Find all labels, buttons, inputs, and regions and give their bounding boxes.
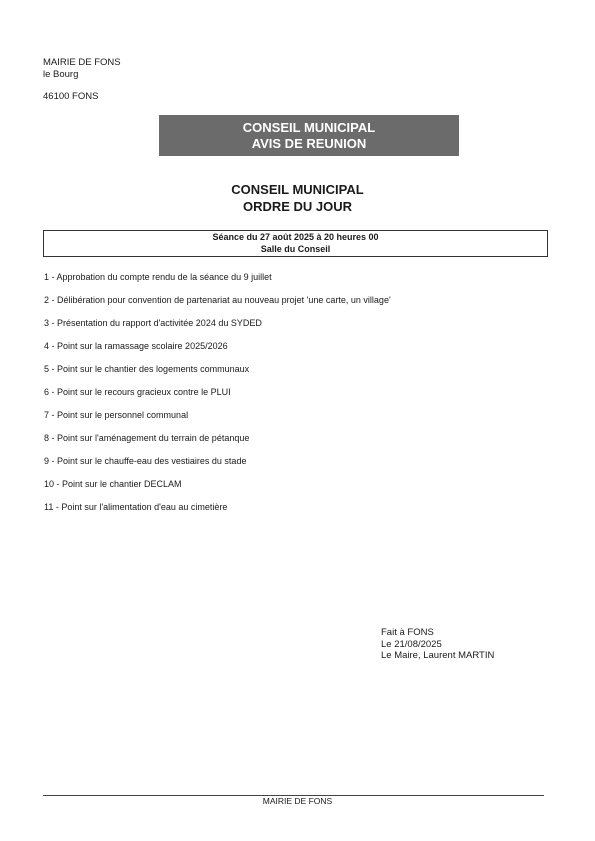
signature-place: Fait à FONS <box>381 627 434 638</box>
banner-line-2: AVIS DE REUNION <box>251 135 367 151</box>
agenda-item: 3 - Présentation du rapport d'activitée 2024 du SYDED <box>44 318 262 328</box>
agenda-item: 1 - Approbation du compte rendu de la séance du 9 juillet <box>44 272 272 282</box>
agenda-item: 9 - Point sur le chauffe-eau des vestiaires du stade <box>44 456 247 466</box>
agenda-item: 6 - Point sur le recours gracieux contre le PLUI <box>44 387 231 397</box>
agenda-item: 4 - Point sur la ramassage scolaire 2025/2026 <box>44 341 228 351</box>
agenda-item: 8 - Point sur l'aménagement du terrain de pétanque <box>44 433 250 443</box>
page-footer: MAIRIE DE FONS <box>262 796 333 806</box>
agenda-list <box>44 271 391 524</box>
agenda-title-line-1: CONSEIL MUNICIPAL <box>231 182 364 197</box>
banner-line-1: CONSEIL MUNICIPAL <box>242 119 376 135</box>
session-info-box <box>43 230 548 257</box>
signature-signer: Le Maire, Laurent MARTIN <box>381 650 495 661</box>
notice-banner <box>159 115 459 156</box>
signature-date: Le 21/08/2025 <box>381 638 442 650</box>
agenda-item: 7 - Point sur le personnel communal <box>44 410 189 420</box>
session-place: Salle du Conseil <box>260 243 331 254</box>
signature-block <box>381 627 494 662</box>
agenda-item: 5 - Point sur le chantier des logements communaux <box>44 364 250 374</box>
org-name: MAIRIE DE FONS <box>43 57 121 68</box>
agenda-title-line-2: ORDRE DU JOUR <box>242 199 353 214</box>
postcode: 46100 FONS <box>43 91 99 102</box>
agenda-title <box>0 181 595 215</box>
agenda-item: 11 - Point sur l'alimentation d'eau au cimetière <box>44 502 228 512</box>
session-date: Séance du 27 août 2025 à 20 heures 00 <box>212 232 379 242</box>
agenda-item: 10 - Point sur le chantier DECLAM <box>44 479 182 489</box>
street: le Bourg <box>43 69 79 80</box>
agenda-item: 2 - Délibération pour convention de partenariat au nouveau projet 'une carte, un village' <box>44 295 391 305</box>
sender-address <box>43 57 121 81</box>
